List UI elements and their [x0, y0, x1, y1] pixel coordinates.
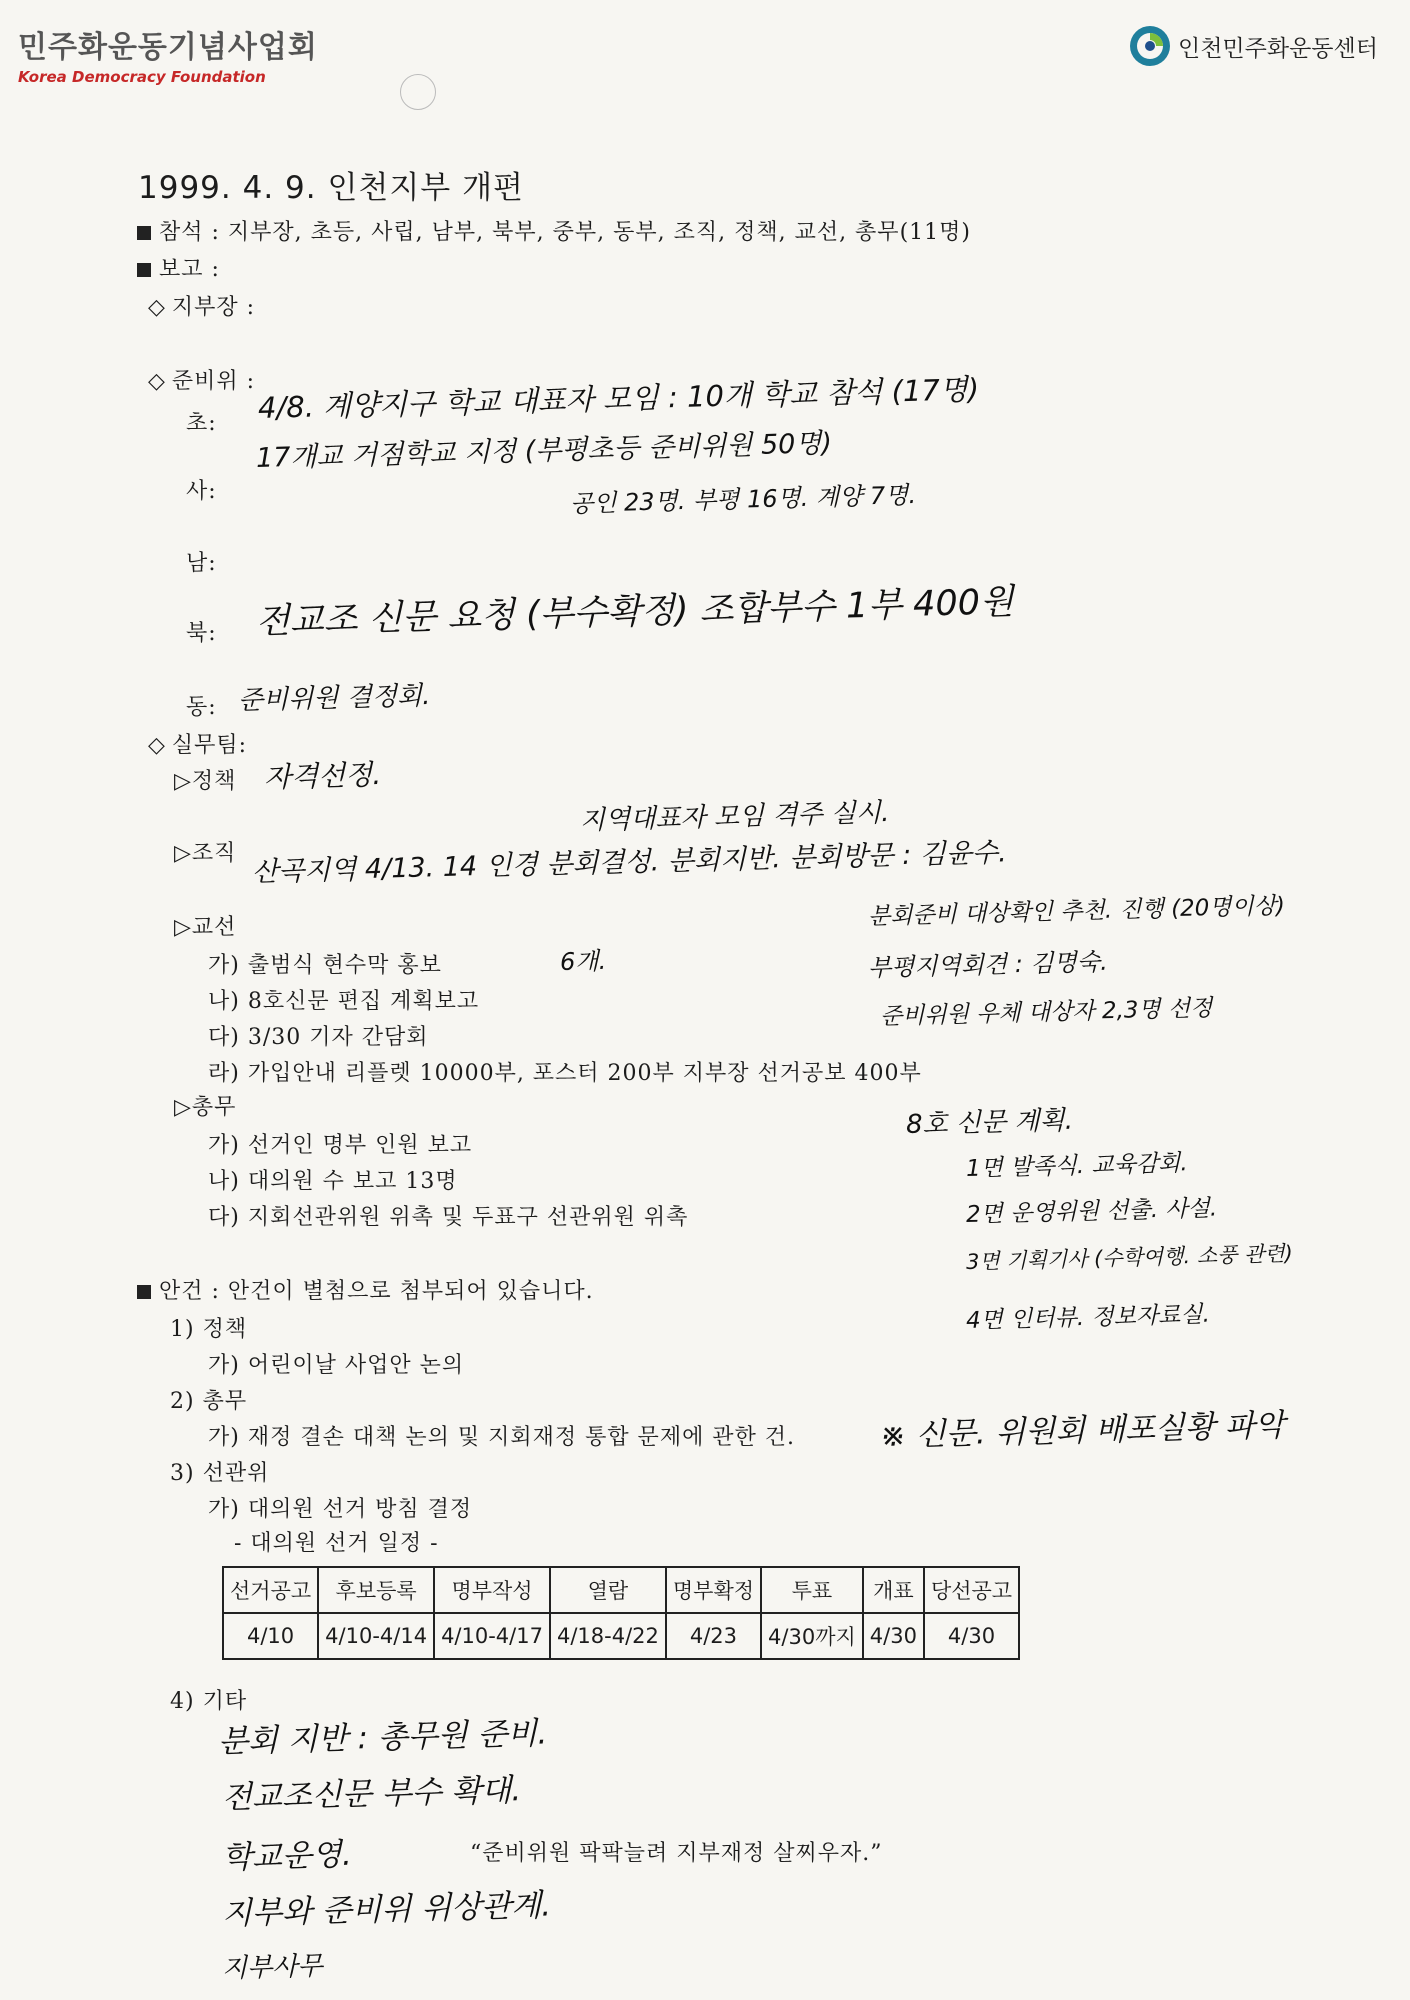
center-name: 인천민주화운동센터 [1178, 35, 1378, 62]
agenda-item-3: 3) 선관위 [170, 1461, 270, 1486]
schedule-value: 4/10 [223, 1613, 318, 1659]
schedule-value: 4/30까지 [761, 1613, 863, 1659]
agenda-item-2a: 가) 재정 결손 대책 논의 및 지회재정 통합 문제에 관한 건. [208, 1425, 796, 1450]
cho-label: 초: [186, 411, 217, 436]
handwriting-news-title: 8호 신문 계획. [905, 1105, 1074, 1140]
prep-committee-label: ◇ 준비위 : [148, 364, 255, 395]
handwriting-sa-1: 17개교 거점학교 지정 (부평초등 준비위원 50명) [255, 427, 833, 474]
election-schedule-table [222, 1566, 1020, 1660]
handwriting-buk: 전교조 신문 요청 (부수확정) 조합부수 1부 400원 [255, 582, 1015, 642]
gen-item-2: 나) 대의원 수 보고 13명 [208, 1169, 458, 1194]
square-bullet-icon [137, 263, 151, 277]
nam-label: 남: [186, 551, 217, 576]
gen-item-1: 가) 선거인 명부 인원 보고 [208, 1133, 473, 1158]
schedule-value: 4/30 [863, 1613, 924, 1659]
general-affairs-label: ▷총무 [174, 1095, 237, 1120]
attendance-text: 참석 : 지부장, 초등, 사립, 남부, 북부, 중부, 동부, 조직, 정책, 교선, 총무(11명) [159, 220, 971, 245]
handwriting-etc-5: 지부사무 [221, 1951, 323, 1984]
edu-item-3: 다) 3/30 기자 간담회 [208, 1025, 429, 1050]
agenda-line [137, 1274, 594, 1305]
foundation-name-en: Korea Democracy Foundation [18, 68, 266, 86]
schedule-header: 열람 [550, 1567, 666, 1613]
handwriting-right-3: 준비위원 우체 대상자 2,3명 선정 [879, 995, 1213, 1030]
handwriting-news-1: 1면 발족식. 교육감회. [965, 1150, 1188, 1182]
agenda-item-1a: 가) 어린이날 사업안 논의 [208, 1353, 465, 1378]
agenda-item-1: 1) 정책 [170, 1317, 248, 1342]
report-text: 보고 : [159, 257, 220, 282]
handwriting-news-4: 4면 인터뷰. 정보자료실. [965, 1301, 1211, 1334]
schedule-value: 4/23 [666, 1613, 761, 1659]
agenda-text: 안건 : 안건이 별첨으로 첨부되어 있습니다. [159, 1279, 594, 1304]
schedule-value-row [223, 1613, 1019, 1659]
punch-hole [400, 74, 436, 110]
foundation-name-ko: 민주화운동기념사업회 [18, 30, 318, 65]
handwriting-org: 산곡지역 4/13. 14 인경 분회결성. 분회지반. 분회방문 : 김윤수. [251, 837, 1008, 888]
staff-team-label: ◇ 실무팀: [148, 728, 247, 759]
schedule-header: 명부작성 [434, 1567, 550, 1613]
buk-label: 북: [186, 621, 217, 646]
schedule-header: 개표 [863, 1567, 924, 1613]
agenda-item-3a: 가) 대의원 선거 방침 결정 [208, 1497, 473, 1522]
handwriting-news-2: 2면 운영위원 선출. 사설. [965, 1195, 1218, 1228]
square-bullet-icon [137, 226, 151, 240]
square-bullet-icon [137, 1285, 151, 1299]
schedule-header: 명부확정 [666, 1567, 761, 1613]
edu-label: ▷교선 [174, 915, 237, 940]
handwriting-etc-2: 전교조신문 부수 확대. [221, 1772, 522, 1816]
edu-item-4: 라) 가입안내 리플렛 10000부, 포스터 200부 지부장 선거공보 400부 [208, 1061, 922, 1086]
handwriting-etc-3: 학교운영. [221, 1836, 353, 1876]
handwriting-note: ※ 신문. 위원회 배포실황 파악 [879, 1407, 1286, 1454]
org-label: ▷조직 [174, 841, 237, 866]
dong-label: 동: [186, 695, 217, 720]
edu-item-1: 가) 출범식 현수막 홍보 [208, 953, 442, 978]
gen-item-3: 다) 지회선관위원 위촉 및 두표구 선관위원 위촉 [208, 1205, 689, 1230]
schedule-value: 4/10-4/14 [318, 1613, 434, 1659]
handwriting-right-2: 부평지역회견 : 김명숙. [867, 947, 1108, 982]
handwriting-dong: 준비위원 결정회. [237, 680, 431, 716]
schedule-header-row [223, 1567, 1019, 1613]
attendance-line [137, 215, 971, 246]
handwriting-right-1: 분회준비 대상확인 추천. 진행 (20명이상) [867, 893, 1286, 930]
handwriting-cho: 4/8. 계양지구 학교 대표자 모임 : 10개 학교 참석 (17명) [257, 372, 980, 425]
handwriting-news-3: 3면 기획기사 (수학여행. 소풍 관련) [965, 1241, 1294, 1274]
schedule-caption: - 대의원 선거 일정 - [234, 1531, 439, 1556]
edu-item-2: 나) 8호신문 편집 계획보고 [208, 989, 480, 1014]
sa-label: 사: [186, 479, 217, 504]
schedule-header: 선거공고 [223, 1567, 318, 1613]
handwriting-etc-4: 지부와 준비위 위상관계. [221, 1887, 552, 1932]
schedule-value: 4/10-4/17 [434, 1613, 550, 1659]
center-logo [1128, 24, 1378, 68]
schedule-header: 투표 [761, 1567, 863, 1613]
schedule-value: 4/18-4/22 [550, 1613, 666, 1659]
handwriting-policy: 자격선정. [263, 757, 382, 794]
page-title: 1999. 4. 9. 인천지부 개편 [138, 170, 524, 206]
handwriting-sa-2: 공인 23명. 부평 16명. 계양 7명. [569, 480, 917, 518]
foundation-logo [18, 22, 318, 86]
other-label: 4) 기타 [170, 1689, 248, 1714]
branch-head-label: ◇ 지부장 : [148, 290, 255, 321]
policy-label: ▷정책 [174, 769, 237, 794]
handwriting-org-top: 지역대표자 모임 격주 실시. [579, 797, 890, 836]
closing-quote: “준비위원 팍팍늘려 지부재정 살찌우자.” [470, 1841, 883, 1866]
agenda-item-2: 2) 총무 [170, 1389, 248, 1414]
schedule-header: 당선공고 [924, 1567, 1019, 1613]
handwriting-banner: 6개. [559, 946, 607, 976]
schedule-value: 4/30 [924, 1613, 1019, 1659]
center-emblem-icon [1128, 24, 1172, 68]
handwriting-etc-1: 분회 지반 : 총무원 준비. [217, 1715, 548, 1760]
schedule-header: 후보등록 [318, 1567, 434, 1613]
report-line [137, 252, 220, 283]
